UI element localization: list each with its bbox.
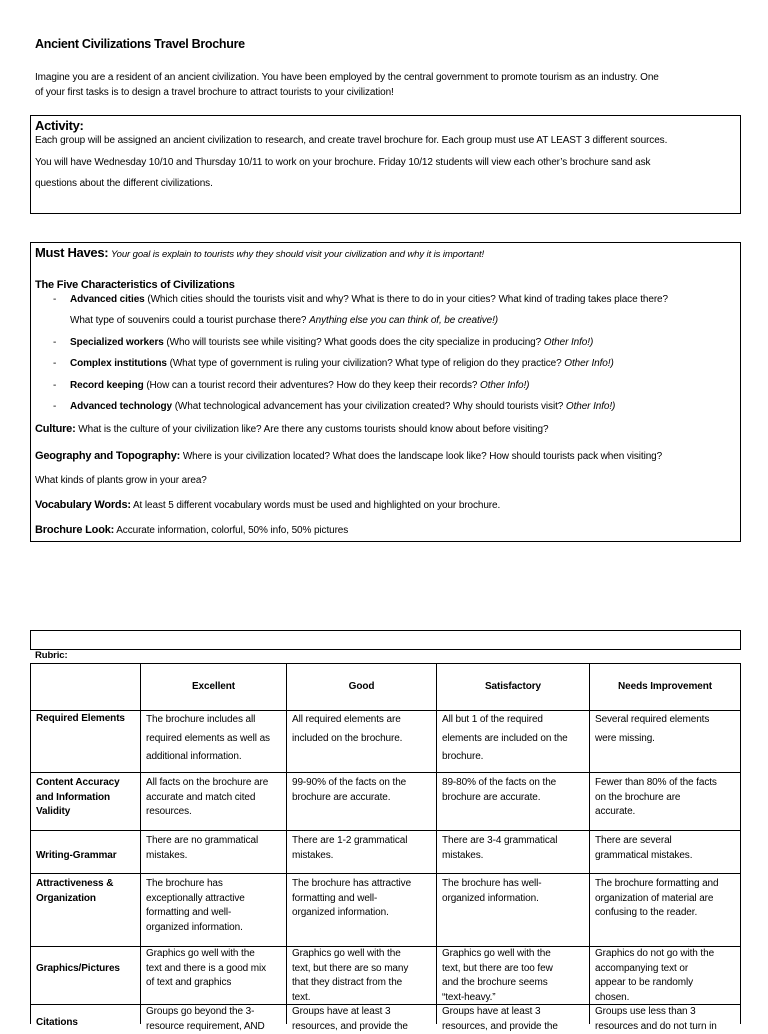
characteristic-text: (What type of government is ruling your civilization? What type of religion do they practice? [169, 358, 562, 370]
characteristic-note: Anything else you can think of, be creative!) [309, 315, 499, 327]
characteristic-text: What type of souvenirs could a tourist purchase there? [70, 315, 307, 327]
activity-line: You will have Wednesday 10/10 and Thursday 10/11 to work on your brochure. Friday 10/12 students will view each other’s brochure sand ask [35, 156, 651, 168]
characteristic-item-complex-institutions [35, 353, 736, 374]
characteristic-line [70, 310, 736, 331]
geography-block [35, 444, 736, 493]
rubric-cell-satisfactory: There are 3-4 grammatical mistakes. [437, 831, 590, 874]
rubric-table [30, 663, 741, 1032]
rubric-row-required-elements [31, 711, 741, 773]
activity-line: questions about the different civilizations. [35, 178, 213, 189]
rubric-cell-satisfactory: Graphics go well with the text, but there are too few and the brochure seems “text-heavy.” [437, 947, 590, 1005]
activity-box [30, 115, 741, 214]
rubric-cell-needs-improvement: Several required elements were missing. [590, 711, 741, 773]
characteristic-line [70, 332, 736, 353]
intro-line: of your first tasks is to design a travel brochure to attract tourists to your civilization! [35, 87, 394, 98]
rubric-row-attractiveness-organization [31, 874, 741, 947]
culture-text: What is the culture of your civilization like? Are there any customs tourists should know about before visiting? [78, 424, 549, 436]
characteristic-text: (Who will tourists see while visiting? What goods does the city specialize in producing? [166, 336, 542, 348]
criterion-label: Required Elements [31, 711, 141, 773]
characteristic-line [70, 396, 736, 417]
brochure-look-line [35, 518, 736, 543]
empty-text-box [30, 630, 741, 650]
characteristic-note: Other Info!) [564, 358, 614, 370]
characteristic-text: (How can a tourist record their adventures? How do they keep their records? [146, 379, 478, 391]
must-haves-heading: Must Haves: [35, 245, 109, 260]
rubric-cell-excellent: Groups go beyond the 3- resource requirement, AND [141, 1005, 287, 1024]
characteristics-list [35, 289, 736, 417]
activity-heading: Activity: [35, 118, 84, 133]
rubric-cell-satisfactory: The brochure has well- organized information. [437, 874, 590, 947]
characteristic-note: Other Info!) [543, 336, 594, 348]
rubric-column-header-needs-improvement: Needs Improvement [590, 664, 741, 711]
criterion-label: Content Accuracy and Information Validity [31, 773, 141, 831]
rubric-cell-satisfactory: Groups have at least 3 resources, and provide the [437, 1005, 590, 1024]
criterion-label: Attractiveness & Organization [31, 874, 141, 947]
characteristic-note: Other Info!) [565, 401, 616, 413]
rubric-header-row [31, 664, 741, 711]
characteristic-term: Advanced cities [70, 294, 145, 305]
vocabulary-line [35, 493, 736, 518]
activity-line: Each group will be assigned an ancient civilization to research, and create travel brochure for. Each group must use AT LEAST 3 different sources. [35, 135, 668, 146]
rubric-label: Rubric: [35, 650, 68, 661]
rubric-cell-good: Groups have at least 3 resources, and provide the [287, 1005, 437, 1024]
rubric-cell-needs-improvement: Graphics do not go with the accompanying text or appear to be randomly chosen. [590, 947, 741, 1005]
rubric-cell-satisfactory: All but 1 of the required elements are included on the brochure. [437, 711, 590, 773]
characteristic-term: Advanced technology [70, 401, 173, 413]
geography-label: Geography and Topography: [35, 449, 181, 462]
rubric-cell-needs-improvement: There are several grammatical mistakes. [590, 831, 741, 874]
rubric-cell-excellent: All facts on the brochure are accurate and match cited resources. [141, 773, 287, 831]
characteristic-note: Other Info!) [480, 379, 530, 391]
rubric-corner-cell [31, 664, 141, 711]
criterion-label: Citations [31, 1005, 141, 1024]
characteristic-term: Complex institutions [70, 358, 167, 370]
brochure-look-text: Accurate information, colorful, 50% info, 50% pictures [116, 524, 349, 536]
characteristic-item-record-keeping [35, 375, 736, 396]
characteristics-heading: The Five Characteristics of Civilizations [35, 279, 235, 291]
must-haves-heading-line [35, 245, 736, 263]
intro-paragraph [35, 70, 740, 100]
characteristic-text: (Which cities should the tourists visit and why? What is there to do in your cities? What kind of trading takes place there? [147, 294, 668, 305]
characteristic-line [70, 353, 736, 374]
rubric-row-writing-grammar [31, 831, 741, 874]
rubric-cell-excellent: The brochure has exceptionally attractive formatting and well- organized information. [141, 874, 287, 947]
rubric-cell-good: All required elements are included on the brochure. [287, 711, 437, 773]
rubric-cell-excellent: Graphics go well with the text and there is a good mix of text and graphics [141, 947, 287, 1005]
rubric-cell-satisfactory: 89-80% of the facts on the brochure are accurate. [437, 773, 590, 831]
rubric-cell-needs-improvement: Groups use less than 3 resources and do not turn in [590, 1005, 741, 1024]
rubric-cell-needs-improvement: The brochure formatting and organization of material are confusing to the reader. [590, 874, 741, 947]
rubric-column-header-satisfactory: Satisfactory [437, 664, 590, 711]
rubric-cell-excellent: The brochure includes all required elements as well as additional information. [141, 711, 287, 773]
rubric-column-header-good: Good [287, 664, 437, 711]
must-haves-goal: Your goal is explain to tourists why they should visit your civilization and why it is important! [110, 249, 485, 260]
culture-line [35, 417, 736, 442]
vocabulary-text: At least 5 different vocabulary words must be used and highlighted on your brochure. [132, 499, 501, 511]
rubric-cell-good: 99-90% of the facts on the brochure are accurate. [287, 773, 437, 831]
characteristic-term: Specialized workers [70, 336, 164, 348]
must-haves-box [30, 242, 741, 542]
rubric-cell-good: Graphics go well with the text, but there are so many that they distract from the text. [287, 947, 437, 1005]
document-title: Ancient Civilizations Travel Brochure [35, 37, 245, 51]
criterion-label: Graphics/Pictures [31, 947, 141, 1005]
geography-text: Where is your civilization located? What does the landscape look like? How should tourists pack when visiting? [182, 450, 663, 462]
rubric-row-graphics-pictures [31, 947, 741, 1005]
rubric-row-content-accuracy-and-information-validity [31, 773, 741, 831]
rubric-row-citations [31, 1005, 741, 1032]
rubric-cell-needs-improvement: Fewer than 80% of the facts on the brochure are accurate. [590, 773, 741, 831]
characteristic-item-advanced-cities [35, 289, 736, 332]
activity-text [35, 130, 736, 195]
criterion-label: Writing-Grammar [31, 831, 141, 874]
geography-line: What kinds of plants grow in your area? [35, 474, 207, 486]
geography-line [35, 444, 736, 469]
rubric-cell-excellent: There are no grammatical mistakes. [141, 831, 287, 874]
rubric-column-header-excellent: Excellent [141, 664, 287, 711]
culture-label: Culture: [35, 423, 76, 436]
brochure-look-label: Brochure Look: [35, 523, 115, 536]
rubric-cell-good: There are 1-2 grammatical mistakes. [287, 831, 437, 874]
characteristic-text: (What technological advancement has your civilization created? Why should tourists visit? [174, 401, 564, 413]
characteristic-line [70, 289, 736, 310]
characteristic-line [70, 375, 736, 396]
characteristic-term: Record keeping [70, 379, 144, 391]
rubric-cell-good: The brochure has attractive formatting and well- organized information. [287, 874, 437, 947]
vocabulary-label: Vocabulary Words: [35, 498, 131, 511]
characteristic-item-advanced-technology [35, 396, 736, 417]
intro-line: Imagine you are a resident of an ancient civilization. You have been employed by the central government to promote tourism as an industry. One [35, 72, 659, 83]
characteristic-item-specialized-workers [35, 332, 736, 353]
